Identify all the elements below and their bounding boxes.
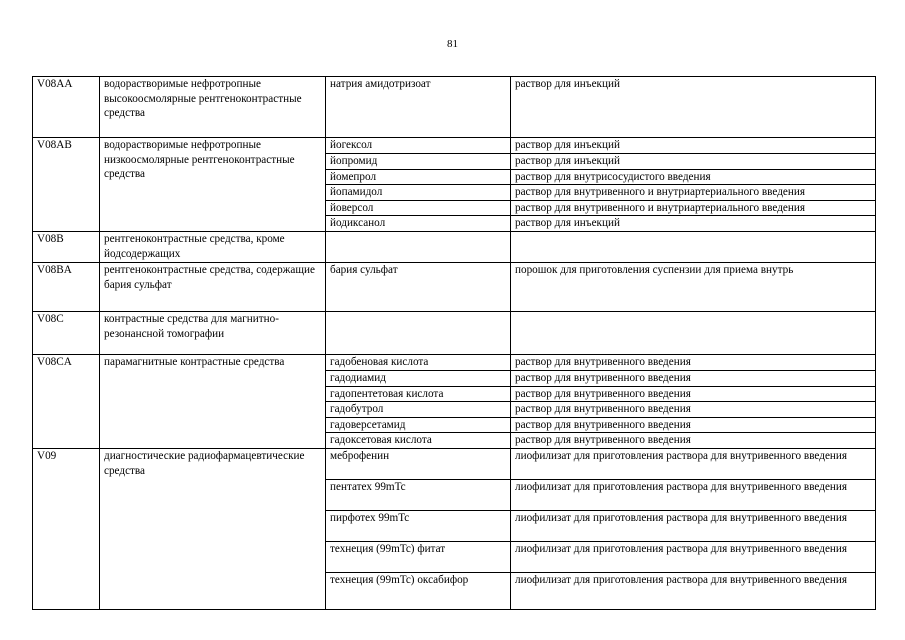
drug-item [326, 312, 875, 354]
drug-item [326, 355, 875, 371]
atc-group-name: рентгеноконтрастные средства, содержащие бария сульфат [100, 262, 326, 311]
drug-items [326, 232, 875, 262]
drug-items [326, 263, 875, 311]
dosage-form: раствор для внутривенного и внутриартериального введения [511, 185, 876, 201]
table-row [33, 77, 876, 138]
dosage-form: раствор для внутривенного введения [511, 386, 876, 402]
dosage-form: лиофилизат для приготовления раствора для внутривенного введения [511, 480, 876, 511]
drug-name [326, 232, 511, 262]
dosage-form: раствор для внутривенного и внутриартериального введения [511, 200, 876, 216]
atc-group-name: контрастные средства для магнитно-резонансной томографии [100, 311, 326, 354]
drug-name: натрия амидотризоат [326, 77, 511, 137]
dosage-form: лиофилизат для приготовления раствора для внутривенного введения [511, 542, 876, 573]
drug-name: йопамидол [326, 185, 511, 201]
page-number: 81 [447, 38, 458, 50]
drug-item [326, 480, 875, 511]
drug-item [326, 417, 875, 433]
drug-list [326, 138, 876, 232]
drug-item [326, 232, 875, 262]
drug-item [326, 154, 875, 170]
dosage-form: раствор для внутривенного введения [511, 402, 876, 418]
drug-table [32, 76, 876, 610]
drug-name: гадоверсетамид [326, 417, 511, 433]
drug-name: пирфотех 99mTc [326, 511, 511, 542]
dosage-form: раствор для инъекций [515, 217, 620, 230]
drug-item [326, 263, 875, 311]
drug-items [326, 355, 875, 448]
drug-item [326, 370, 875, 386]
dosage-form: лиофилизат для приготовления раствора для внутривенного введения [515, 574, 848, 587]
table-row [33, 262, 876, 311]
table-row [33, 138, 876, 232]
drug-item [326, 511, 875, 542]
drug-name: йоверсол [326, 200, 511, 216]
drug-item [326, 185, 875, 201]
drug-item [326, 77, 875, 137]
drug-name: технеция (99mTc) оксабифор [326, 573, 511, 609]
drug-list [326, 231, 876, 262]
drug-item [326, 169, 875, 185]
dosage-form: раствор для внутривенного введения [511, 370, 876, 386]
atc-group-name: рентгеноконтрастные средства, кроме йодсодержащих [100, 231, 326, 262]
drug-name: гадодиамид [326, 370, 511, 386]
dosage-form: раствор для внутрисосудистого введения [511, 169, 876, 185]
dosage-form: порошок для приготовления суспензии для приема внутрь [515, 263, 794, 276]
drug-list [326, 311, 876, 354]
dosage-form: раствор для инъекций [511, 138, 876, 154]
table-row [33, 448, 876, 609]
drug-item [326, 542, 875, 573]
dosage-form: раствор для внутривенного введения [511, 355, 876, 371]
atc-code: V08AB [33, 138, 100, 232]
drug-name: пентатех 99mTc [326, 480, 511, 511]
drug-name: йогексол [326, 138, 511, 154]
atc-code: V08BA [33, 262, 100, 311]
drug-name: технеция (99mTc) фитат [326, 542, 511, 573]
dosage-form: раствор для внутривенного введения [515, 434, 691, 447]
drug-items [326, 138, 875, 231]
drug-name: йопромид [326, 154, 511, 170]
drug-items [326, 449, 875, 609]
drug-name: гадобеновая кислота [326, 355, 511, 371]
drug-name: гадоксетовая кислота [326, 433, 511, 448]
drug-list [326, 448, 876, 609]
table-row [33, 354, 876, 448]
dosage-form: раствор для инъекций [515, 78, 620, 90]
drug-list [326, 354, 876, 448]
dosage-form [511, 232, 876, 262]
drug-item [326, 449, 875, 480]
table-row [33, 231, 876, 262]
drug-name: йомепрол [326, 169, 511, 185]
atc-code: V08C [33, 311, 100, 354]
drug-item [326, 402, 875, 418]
drug-item [326, 216, 875, 231]
drug-name: гадобутрол [326, 402, 511, 418]
dosage-form: лиофилизат для приготовления раствора для внутривенного введения [511, 449, 876, 480]
drug-item [326, 138, 875, 154]
atc-group-name: диагностические радиофармацевтические средства [100, 448, 326, 609]
drug-item [326, 200, 875, 216]
dosage-form: раствор для инъекций [511, 154, 876, 170]
dosage-form: раствор для внутривенного введения [511, 417, 876, 433]
drug-name: гадопентетовая кислота [326, 386, 511, 402]
drug-name: меброфенин [326, 449, 511, 480]
atc-code: V09 [33, 448, 100, 609]
drug-name: йодиксанол [326, 216, 511, 231]
atc-group-name: водорастворимые нефротропные высокоосмолярные рентгеноконтрастные средства [100, 77, 326, 138]
drug-item [326, 573, 875, 609]
atc-code: V08B [33, 231, 100, 262]
dosage-form: лиофилизат для приготовления раствора для внутривенного введения [511, 511, 876, 542]
atc-code: V08CA [33, 354, 100, 448]
table-row [33, 311, 876, 354]
drug-name [326, 312, 511, 354]
drug-item [326, 386, 875, 402]
atc-group-name: парамагнитные контрастные средства [100, 354, 326, 448]
atc-code: V08AA [33, 77, 100, 138]
drug-name: бария сульфат [326, 263, 511, 311]
drug-list [326, 262, 876, 311]
drug-item [326, 433, 875, 448]
drug-items [326, 77, 875, 137]
drug-list [326, 77, 876, 138]
drug-items [326, 312, 875, 354]
atc-group-name: водорастворимые нефротропные низкоосмолярные рентгеноконтрастные средства [100, 138, 326, 232]
dosage-form [511, 312, 876, 354]
